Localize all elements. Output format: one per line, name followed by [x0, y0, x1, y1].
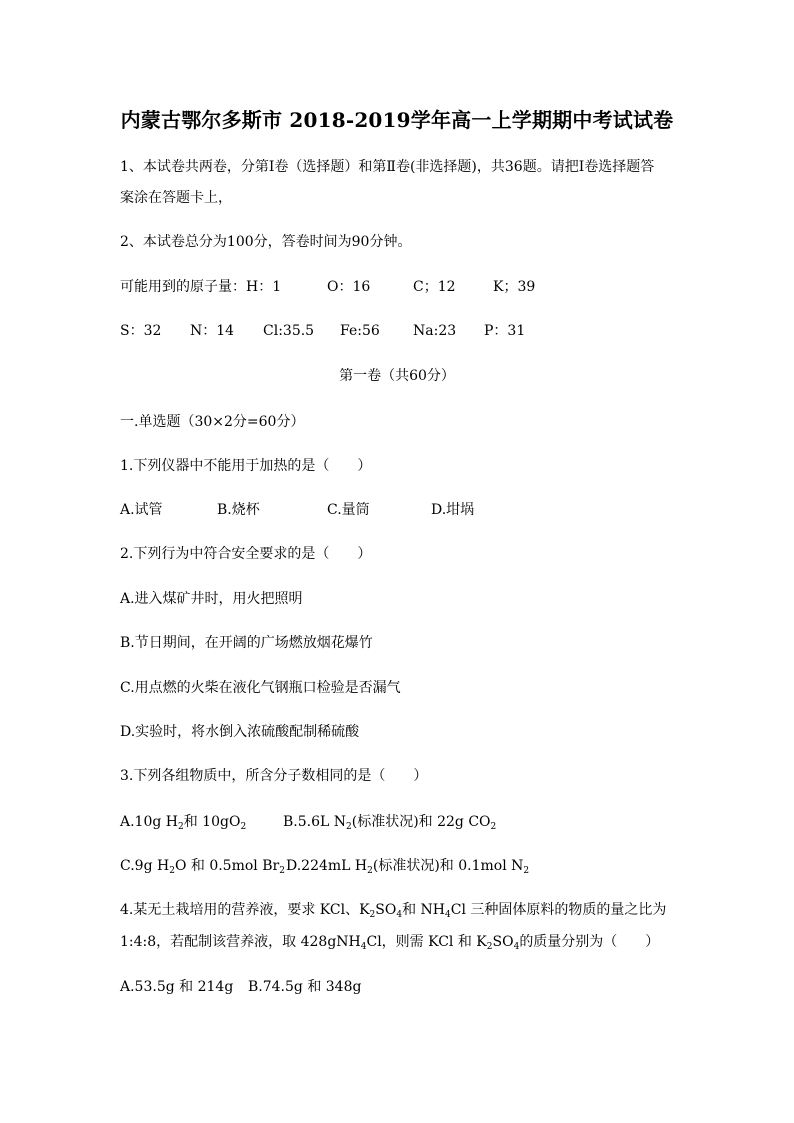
- atomic-mass-K: K；39: [493, 279, 536, 295]
- question-4-option-b: B.74.5g 和 348g: [248, 979, 362, 995]
- question-3-stem: 3.下列各组物质中，所含分子数相同的是（ ）: [120, 768, 428, 784]
- question-2-option-c: C.用点燃的火柴在液化气钢瓶口检验是否漏气: [120, 680, 401, 696]
- instruction-1: 1、本试卷共两卷，分第Ⅰ卷（选择题）和第Ⅱ卷(非选择题)，共36题。请把Ⅰ卷选择题答: [120, 159, 655, 175]
- question-3-option-d: D.224mL $H_2$(标准状况)和 0.1mol $N_2$: [286, 858, 530, 876]
- atomic-mass-N: N：14: [190, 323, 235, 339]
- section-title: 第一卷（共60分）: [339, 368, 455, 384]
- instruction-2: 2、本试卷总分为100分，答卷时间为90分钟。: [120, 234, 412, 250]
- atomic-mass-Fe: Fe:56: [340, 323, 380, 339]
- question-2-stem: 2.下列行为中符合安全要求的是（ ）: [120, 546, 372, 562]
- part-title: 一.单选题（30×2分=60分）: [120, 414, 305, 430]
- page-title: 内蒙古鄂尔多斯市 2018-2019学年高一上学期期中考试试卷: [120, 108, 674, 132]
- question-1-option-d: D.坩埚: [431, 502, 475, 518]
- question-3-option-c: C.9g $H_2O$ 和 0.5mol $Br_2$: [120, 858, 285, 876]
- atomic-mass-label: 可能用到的原子量：H：1: [120, 279, 282, 295]
- atomic-mass-P: P：31: [484, 323, 526, 339]
- question-4-option-a: A.53.5g 和 214g: [120, 979, 234, 995]
- question-2-option-d: D.实验时，将水倒入浓硫酸配制稀硫酸: [120, 724, 360, 740]
- atomic-mass-S: S：32: [120, 323, 162, 339]
- question-4-stem-cont: 1:4:8，若配制该营养液，取 428gNH$_4$Cl，则需 KCl 和 $K_2SO_4$的质量分别为（ ）: [120, 934, 660, 952]
- atomic-mass-Cl: Cl:35.5: [263, 323, 315, 339]
- question-2-option-a: A.进入煤矿井时，用火把照明: [120, 591, 303, 607]
- question-3-option-a: A.10g $H_2$和 $10gO_2$: [120, 814, 247, 832]
- question-1-option-b: B.烧杯: [217, 502, 260, 518]
- instruction-1-cont: 案涂在答题卡上，: [120, 190, 232, 206]
- question-1-option-c: C.量筒: [327, 502, 370, 518]
- question-2-option-b: B.节日期间，在开阔的广场燃放烟花爆竹: [120, 635, 373, 651]
- question-3-option-b: B.5.6L $N_2$(标准状况)和 22g $CO_2$: [283, 814, 497, 832]
- question-1-stem: 1.下列仪器中不能用于加热的是（ ）: [120, 458, 372, 474]
- atomic-mass-O: O：16: [327, 279, 371, 295]
- question-1-option-a: A.试管: [120, 502, 163, 518]
- atomic-mass-Na: Na:23: [413, 323, 457, 339]
- atomic-mass-C: C；12: [413, 279, 456, 295]
- question-4-stem: 4.某无土栽培用的营养液，要求 KCl、$K_2SO_4$和 $NH_4Cl$ 三种固体原料的物质的量之比为: [120, 902, 667, 920]
